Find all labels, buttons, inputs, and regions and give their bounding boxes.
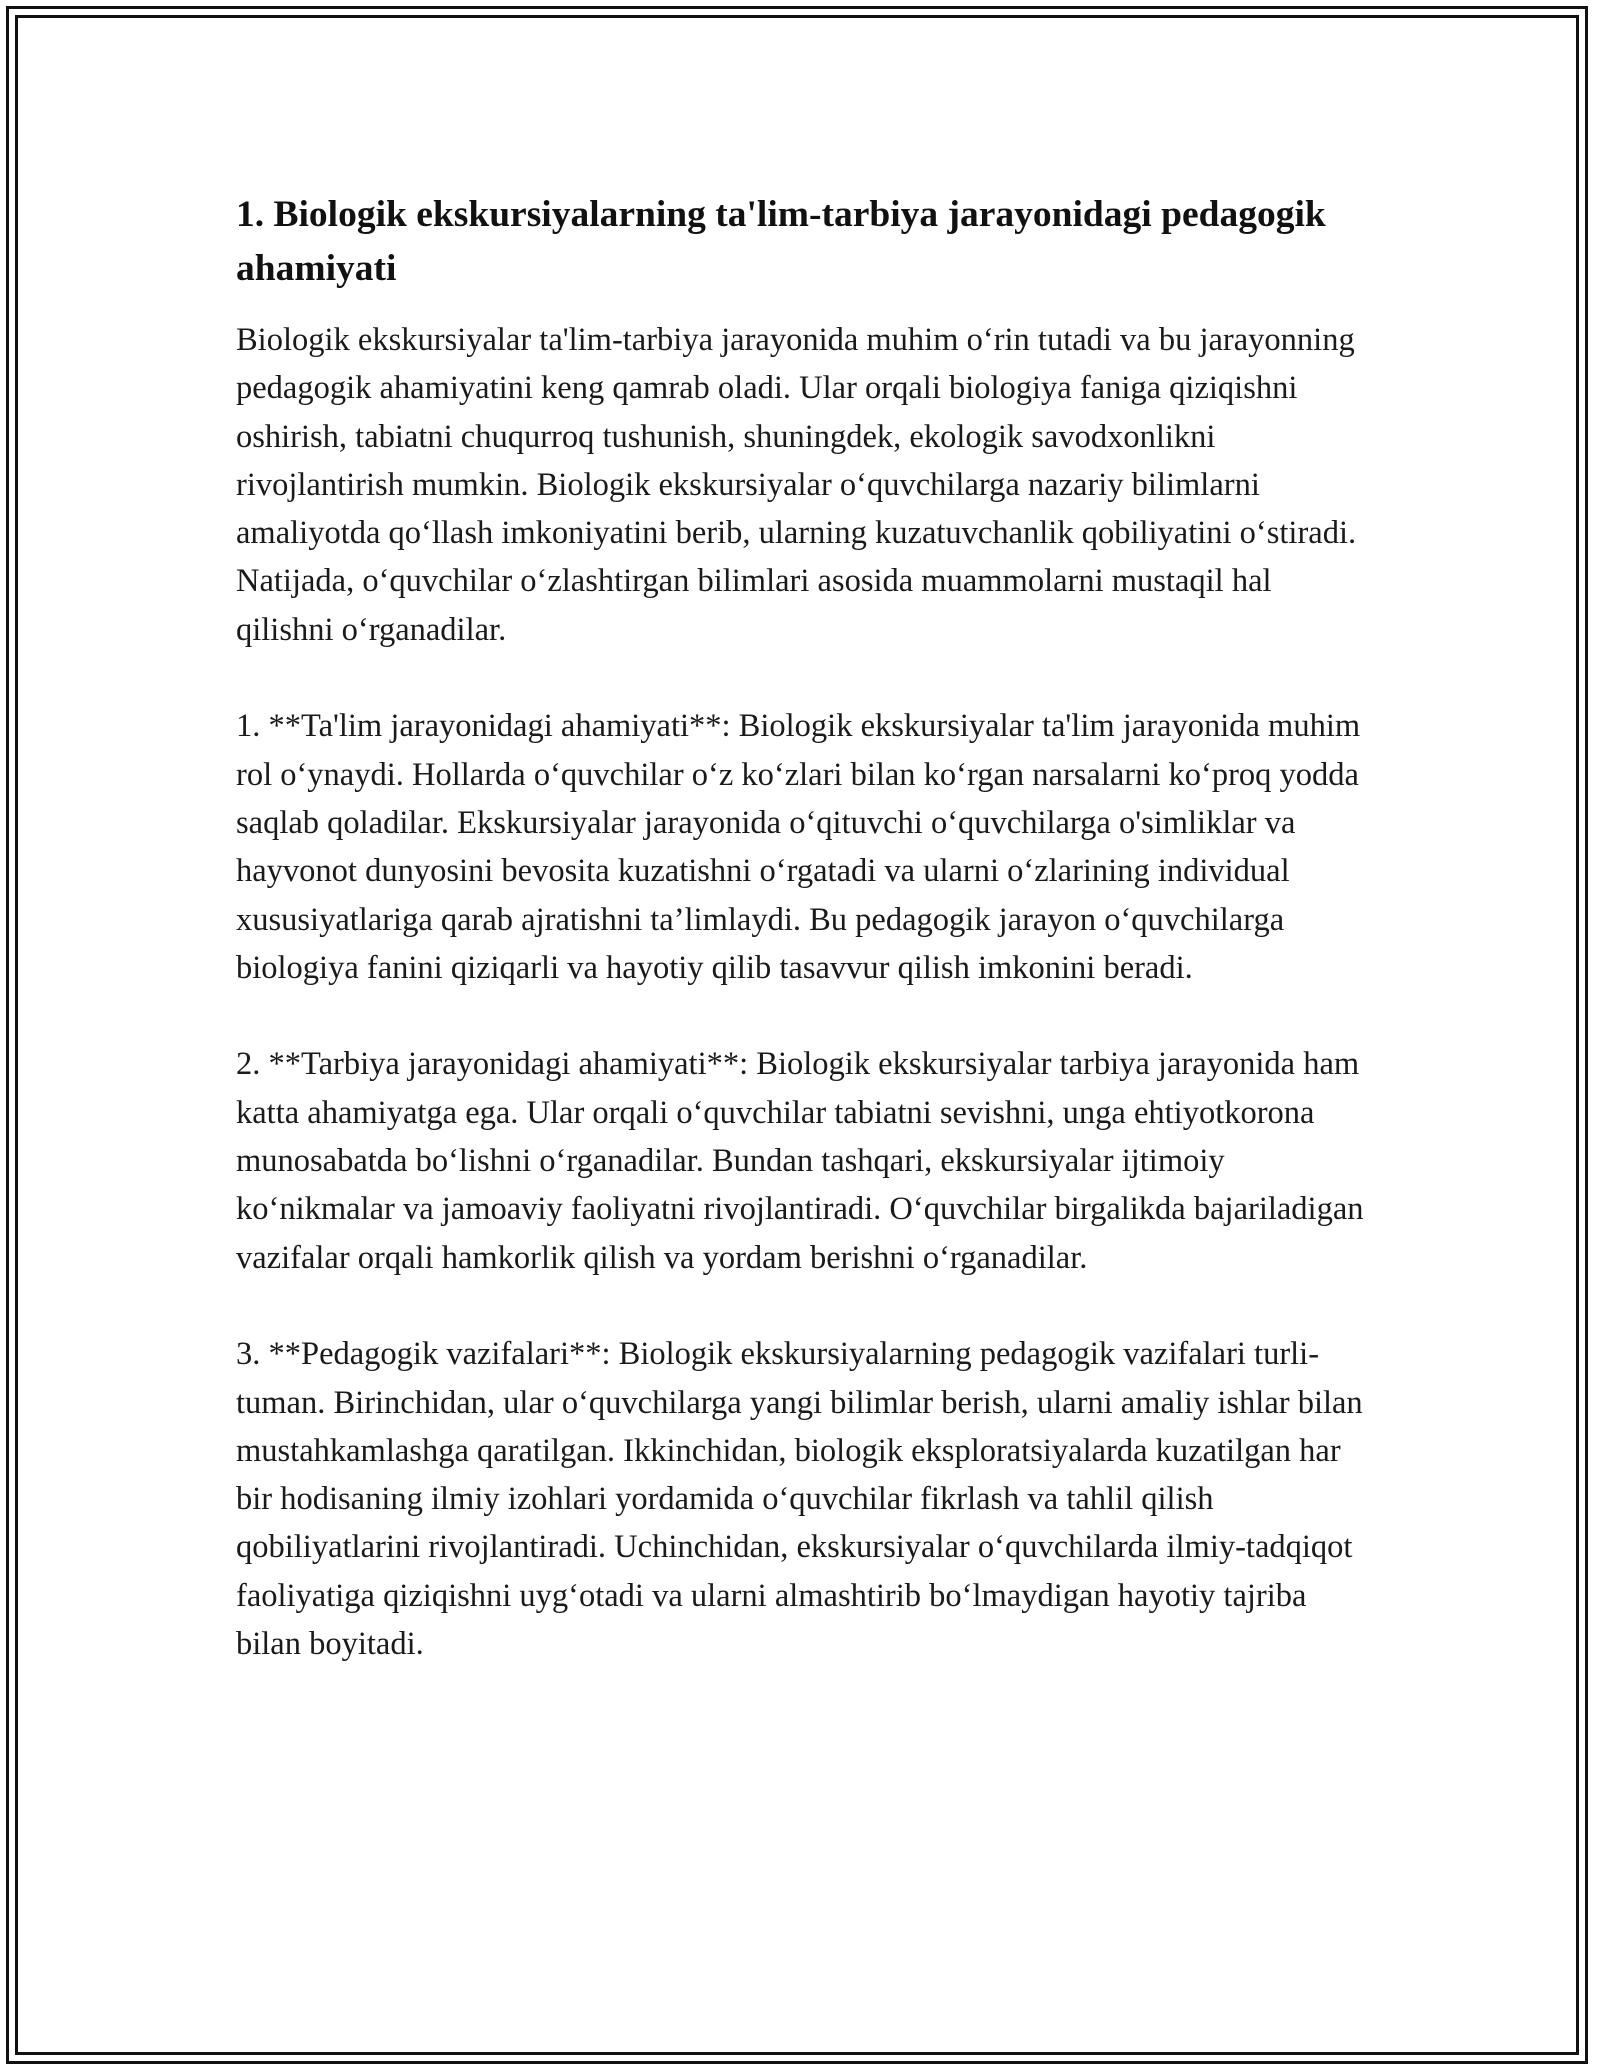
- paragraph-tarbiya: 2. **Tarbiya jarayonidagi ahamiyati**: Biologik ekskursiyalar tarbiya jarayonida ham katta ahamiyatga ega. Ular orqali o‘quvchilar tabiatni sevishni, unga ehtiyotkorona munosabatda bo‘lishni o‘rganadilar. Bundan tashqari, ekskursiyalar ijtimoiy ko‘nikmalar va jamoaviy faoliyatni rivojlantiradi. O‘quvchilar birgalikda bajariladigan vazifalar orqali hamkorlik qilish va yordam berishni o‘rganadilar.: [236, 1046, 1364, 1276]
- paragraph-vazifalari: 3. **Pedagogik vazifalari**: Biologik ekskursiyalarning pedagogik vazifalari turli-tuman. Birinchidan, ular o‘quvchilarga yangi bilimlar berish, ularni amaliy ishlar bilan mustahkamlashga qaratilgan. Ikkinchidan, biologik eksploratsiyalarda kuzatilgan har bir hodisaning ilmiy izohlari yordamida o‘quvchilar fikrlash va tahlil qilish qobiliyatlarini rivojlantiradi. Uchinchidan, ekskursiyalar o‘quvchilarda ilmiy-tadqiqot faoliyatiga qiziqishni uyg‘otadi va ularni almashtirib bo‘lmaydigan hayotiy tajriba bilan boyitadi.: [236, 1336, 1363, 1663]
- paragraph-talim: 1. **Ta'lim jarayonidagi ahamiyati**: Biologik ekskursiyalar ta'lim jarayonida muhim rol o‘ynaydi. Hollarda o‘quvchilar o‘z ko‘zlari bilan ko‘rgan narsalarni ko‘proq yodda saqlab qoladilar. Ekskursiyalar jarayonida o‘qituvchi o‘quvchilarga o'simliklar va hayvonot dunyosini bevosita kuzatishni o‘rgatadi va ularni o‘zlarining individual xususiyatlariga qarab ajratishni ta’limlaydi. Bu pedagogik jarayon o‘quvchilarga biologiya fanini qiziqarli va hayotiy qilib tasavvur qilish imkonini beradi.: [236, 708, 1361, 986]
- intro-paragraph: Biologik ekskursiyalar ta'lim-tarbiya jarayonida muhim o‘rin tutadi va bu jarayonning pedagogik ahamiyatini keng qamrab oladi. Ular orqali biologiya faniga qiziqishni oshirish, tabiatni chuqurroq tushunish, shuningdek, ekologik savodxonlikni rivojlantirish mumkin. Biologik ekskursiyalar o‘quvchilarga nazariy bilimlarni amaliyotda qo‘llash imkoniyatini berib, ularning kuzatuvchanlik qobiliyatini o‘stiradi. Natijada, o‘quvchilar o‘zlashtirgan bilimlari asosida muammolarni mustaqil hal qilishni o‘rganadilar.: [236, 322, 1357, 648]
- section-title: 1. Biologik ekskursiyalarning ta'lim-tarbiya jarayonidagi pedagogik ahamiyati: [236, 194, 1326, 289]
- document-body: [236, 188, 1376, 1668]
